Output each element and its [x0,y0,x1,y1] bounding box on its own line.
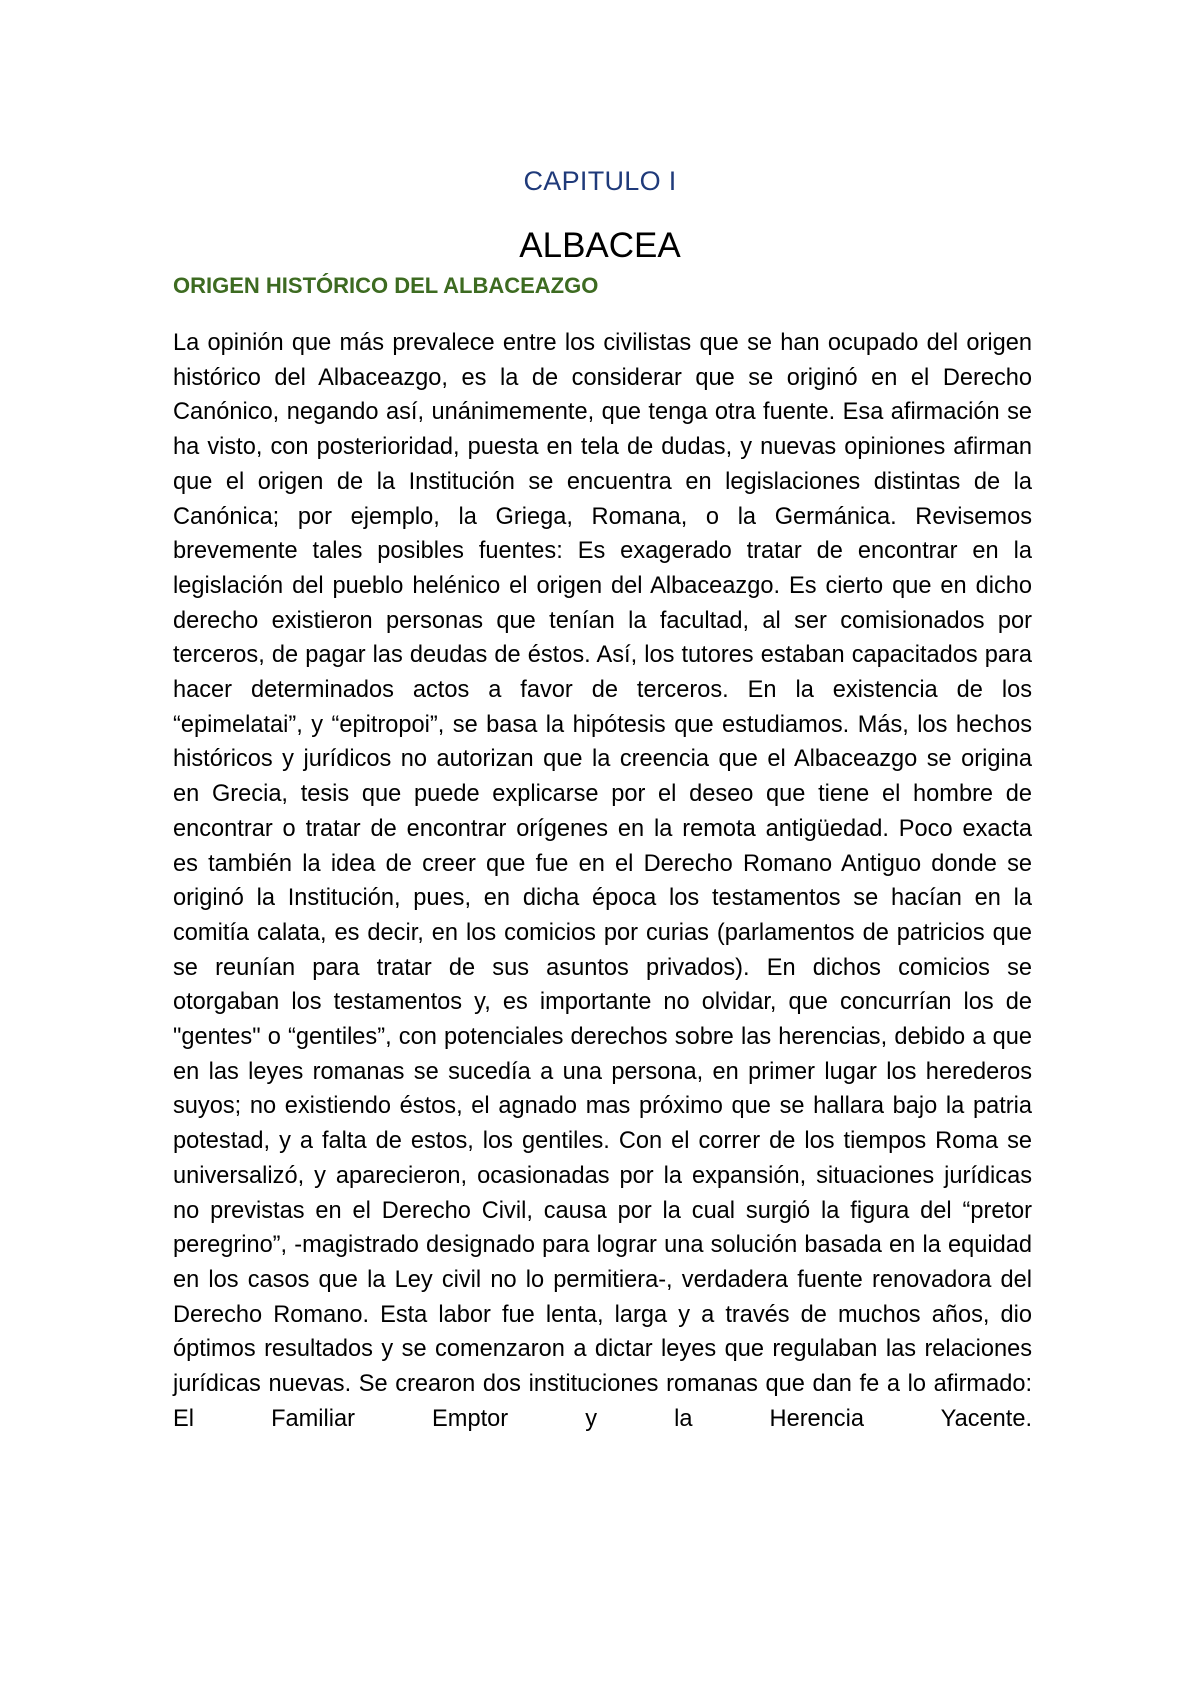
chapter-title: CAPITULO I [523,166,677,196]
body-paragraph: La opinión que más prevalece entre los civilistas que se han ocupado del origen histórico del Albaceazgo, es la de considerar que se originó en el Derecho Canónico, negando así, unánimemente, que tenga otra fuente. Esa afirmación se ha visto, con posterioridad, puesta en tela de dudas, y nuevas opiniones afirman que el origen de la Institución se encuentra en legislaciones distintas de la Canónica; por ejemplo, la Griega, Romana, o la Germánica. Revisemos brevemente tales posibles fuentes: Es exagerado tratar de encontrar en la legislación del pueblo helénico el origen del Albaceazgo. Es cierto que en dicho derecho existieron personas que tenían la facultad, al ser comisionados por terceros, de pagar las deudas de éstos. Así, los tutores estaban capacitados para hacer determinados actos a favor de terceros. En la existencia de los “epimelatai”, y “epitropoi”, se basa la hipótesis que estudiamos. Más, los hechos históricos y jurídicos no autorizan que la creencia que el Albaceazgo se origina en Grecia, tesis que puede explicarse por el deseo que tiene el hombre de encontrar o tratar de encontrar orígenes en la remota antigüedad. Poco exacta es también la idea de creer que fue en el Derecho Romano Antiguo donde se originó la Institución, pues, en dicha época los testamentos se hacían en la comitía calata, es decir, en los comicios por curias (parlamentos de patricios que se reunían para tratar de sus asuntos privados). En dichos comicios se otorgaban los testamentos y, es importante no olvidar, que concurrían los de "gentes" o “gentiles”, con potenciales derechos sobre las herencias, debido a que en las leyes romanas se sucedía a una persona, en primer lugar los herederos suyos; no existiendo éstos, el agnado mas próximo que se hallara bajo la patria potestad, y a falta de estos, los gentiles. Con el correr de los tiempos Roma se universalizó, y aparecieron, ocasionadas por la expansión, situaciones jurídicas no previstas en el Derecho Civil, causa por la cual surgió la figura del “pretor peregrino”, -magistrado designado para lograr una solución basada en la equidad en los casos que la Ley civil no lo permitiera-, verdadera fuente renovadora del Derecho Romano. Esta labor fue lenta, larga y a través de muchos años, dio óptimos resultados y se comenzaron a dictar leyes que regulaban las relaciones jurídicas nuevas. Se crearon dos instituciones romanas que dan fe a lo afirmado: El Familiar Emptor y la Herencia Yacente. [173,330,1032,1432]
section-heading: ORIGEN HISTÓRICO DEL ALBACEAZGO [173,273,599,298]
document-title: ALBACEA [519,226,681,265]
